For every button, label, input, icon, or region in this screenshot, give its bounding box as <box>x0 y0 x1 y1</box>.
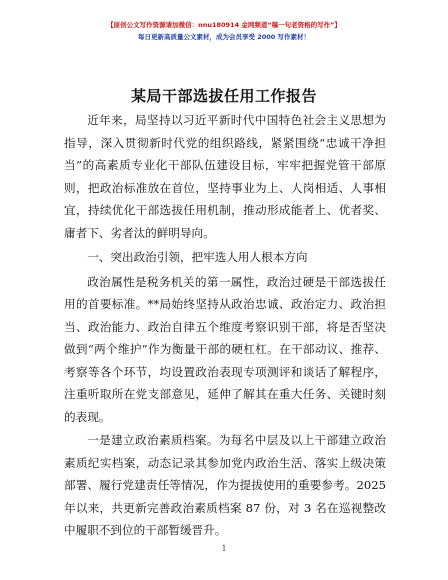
page-number: 1 <box>221 544 227 553</box>
paragraph-political-attribute: 政治属性是税务机关的第一属性，政治过硬是干部选拔任用的首要标准。**局始终坚持从政治忠诚、政治定力、政治担当、政治能力、政治自律五个维度考察识别干部，将是否坚决做到“两个维护”作为衡量干部的硬杠杠。在干部动议、推荐、考察等各个环节，均设置政治表现专项测评和谈话了解程序，注重听取所在党支部意见，延伸了解其在重大任务、关键时刻的表现。 <box>64 274 386 424</box>
header-banner-subtitle: 每日更新高质量公文素材，成为会员享受 2000 写作素材！ <box>137 33 311 41</box>
section-heading-1: 一、突出政治引领，把牢选人用人根本方向 <box>87 250 308 264</box>
paragraph-political-archive: 一是建立政治素质档案。为每名中层及以上干部建立政治素质纪实档案，动态记录其参加党内政治生活、落实上级决策部署、履行党建责任等情况，作为提拔使用的重要参考。2025 年以来，共更新完善政治素质档案 87 份，对 3 名在巡视整改中履职不到位的干部暂缓晋升。 <box>64 433 386 537</box>
document-title: 某局干部选拔任用工作报告 <box>130 87 317 105</box>
paragraph-intro: 近年来，局坚持以习近平新时代中国特色社会主义思想为指导，深入贯彻新时代党的组织路线，紧紧围绕“忠诚干净担当”的高素质专业化干部队伍建设目标，牢牢把握党管干部原则，把政治标准放在首位，坚持事业为上、人岗相适、人事相宜，持续优化干部选拔任用机制，推动形成能者上、优者奖、庸者下、劣者汰的鲜明导向。 <box>64 113 386 240</box>
header-banner-promo: 【原创公文写作资源请加微信：nnu180914 金网频道“稿一句老资格的写作”】 <box>107 21 341 29</box>
document-body <box>64 109 386 543</box>
